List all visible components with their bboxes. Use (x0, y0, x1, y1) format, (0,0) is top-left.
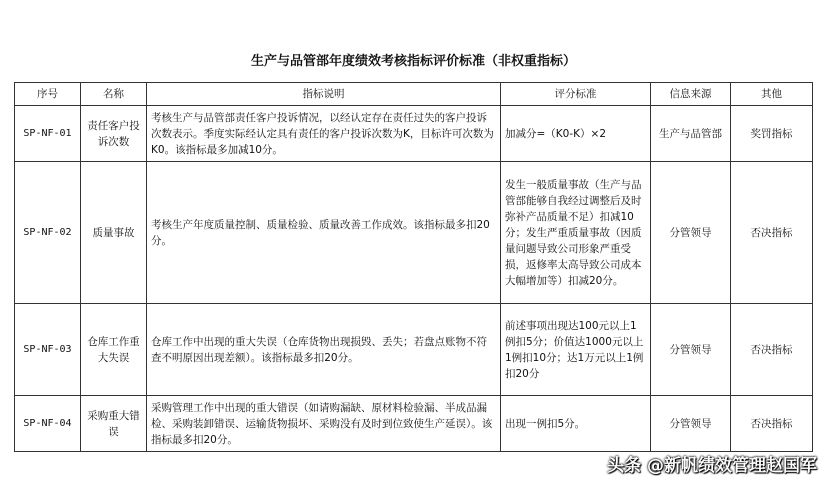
row-name: 仓库工作重大失误 (81, 304, 147, 396)
table-row (15, 162, 813, 304)
row-name: 质量事故 (81, 162, 147, 304)
header-no: 序号 (15, 83, 81, 106)
row-criteria: 加减分=（K0-K）×2 (501, 106, 651, 162)
row-name: 责任客户投诉次数 (81, 106, 147, 162)
watermark-text: 头条 @新帆绩效管理赵国军 (607, 456, 817, 476)
row-no: SP-NF-04 (15, 396, 81, 452)
row-criteria: 前述事项出现达100元以上1例扣5分；价值达1000元以上1例扣10分；达1万元以上1例扣20分 (501, 304, 651, 396)
row-desc: 考核生产与品管部责任客户投诉情况，以经认定存在责任过失的客户投诉次数表示。季度实际经认定具有责任的客户投诉次数为K，目标许可次数为K0。该指标最多加减10分。 (147, 106, 501, 162)
header-name: 名称 (81, 83, 147, 106)
row-criteria: 发生一般质量事故（生产与品管部能够自我经过调整后及时弥补产品质量不足）扣减10分；发生严重质量事故（因质量问题导致公司形象严重受损，返修率太高导致公司成本大幅增加等）扣减20分。 (501, 162, 651, 304)
row-desc: 仓库工作中出现的重大失误（仓库货物出现损毁、丢失；若盘点账物不符查不明原因出现差额）。该指标最多扣20分。 (147, 304, 501, 396)
row-name: 采购重大错误 (81, 396, 147, 452)
header-criteria: 评分标准 (501, 83, 651, 106)
table-row (15, 106, 813, 162)
row-source: 分管领导 (651, 304, 731, 396)
row-source: 分管领导 (651, 396, 731, 452)
row-source: 生产与品管部 (651, 106, 731, 162)
row-other: 否决指标 (731, 304, 813, 396)
table-row (15, 396, 813, 452)
row-criteria: 出现一例扣5分。 (501, 396, 651, 452)
row-other: 奖罚指标 (731, 106, 813, 162)
row-desc: 采购管理工作中出现的重大错误（如请购漏缺、原材料检验漏、半成品漏检、采购装卸错误、运输货物损坏、采购没有及时到位致使生产延误）。该指标最多扣20分。 (147, 396, 501, 452)
kpi-table (14, 82, 813, 452)
table-row (15, 304, 813, 396)
header-desc: 指标说明 (147, 83, 501, 106)
row-no: SP-NF-02 (15, 162, 81, 304)
row-no: SP-NF-01 (15, 106, 81, 162)
header-other: 其他 (731, 83, 813, 106)
row-source: 分管领导 (651, 162, 731, 304)
document-title: 生产与品管部年度绩效考核指标评价标准（非权重指标） (250, 54, 576, 69)
row-other: 否决指标 (731, 396, 813, 452)
row-other: 否决指标 (731, 162, 813, 304)
row-desc: 考核生产年度质量控制、质量检验、质量改善工作成效。该指标最多扣20分。 (147, 162, 501, 304)
header-row (15, 83, 813, 106)
header-source: 信息来源 (651, 83, 731, 106)
row-no: SP-NF-03 (15, 304, 81, 396)
